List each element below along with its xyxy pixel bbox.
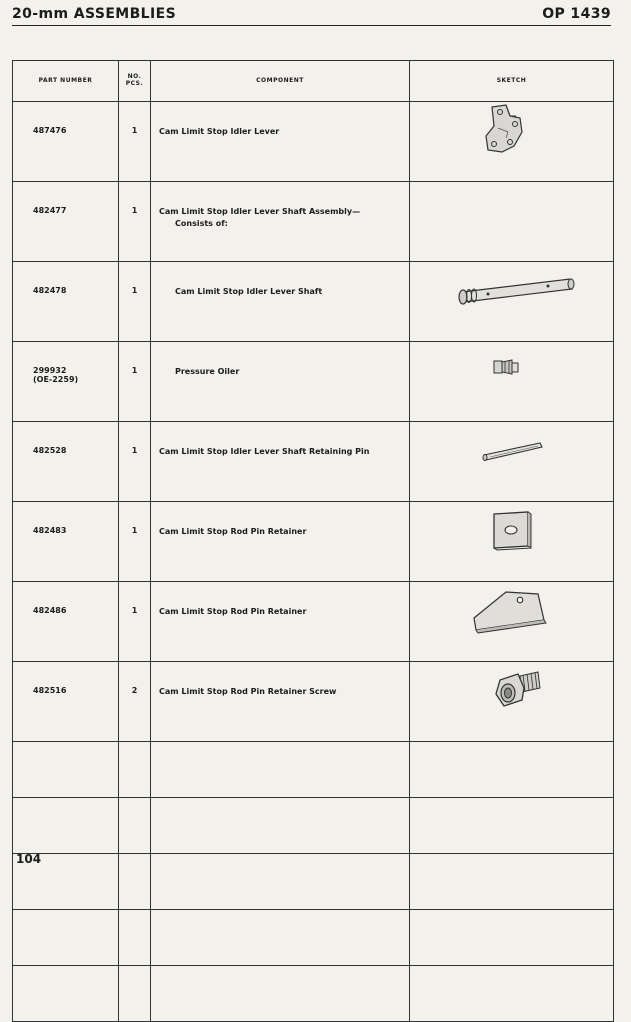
square-retainer-icon <box>410 502 614 557</box>
part-number: 482477 <box>13 182 119 262</box>
triangular-retainer-icon <box>410 582 614 637</box>
component-name: Cam Limit Stop Idler Lever Shaft <box>151 262 410 342</box>
table-row <box>13 102 614 182</box>
pressure-oiler-icon <box>410 342 614 397</box>
quantity: 2 <box>119 662 151 742</box>
table-header-row <box>13 61 614 102</box>
table-row <box>13 582 614 662</box>
table-row <box>13 662 614 742</box>
empty-row <box>13 910 614 966</box>
quantity: 1 <box>119 182 151 262</box>
col-header-pcs: PCS. <box>125 80 144 87</box>
component-name: Cam Limit Stop Idler Lever Shaft Retaining Pin <box>151 422 410 502</box>
table-row <box>13 422 614 502</box>
page-number: 104 <box>16 852 42 866</box>
sketch-cell <box>410 422 614 502</box>
table-row <box>13 342 614 422</box>
page-title: 20-mm ASSEMBLIES <box>12 6 177 22</box>
table-row <box>13 182 614 262</box>
sketch-cell <box>410 262 614 342</box>
quantity: 1 <box>119 342 151 422</box>
quantity: 1 <box>119 502 151 582</box>
part-number: 482486 <box>13 582 119 662</box>
component-name: Cam Limit Stop Rod Pin Retainer Screw <box>151 662 410 742</box>
col-header-component: COMPONENT <box>151 61 410 102</box>
quantity: 1 <box>119 582 151 662</box>
quantity: 1 <box>119 262 151 342</box>
component-line-2: Consists of: <box>175 218 228 228</box>
quantity: 1 <box>119 422 151 502</box>
lever-shaft-icon <box>410 262 614 317</box>
component-name: Cam Limit Stop Idler Lever <box>151 102 410 182</box>
retainer-screw-icon <box>410 662 614 717</box>
part-number-line-1: 299932 <box>33 366 67 375</box>
component-line-1: Cam Limit Stop Idler Lever Shaft Assembly— <box>159 207 361 216</box>
sketch-cell <box>410 102 614 182</box>
empty-row <box>13 798 614 854</box>
col-header-no: NO. <box>127 73 142 81</box>
component-name: Cam Limit Stop Rod Pin Retainer <box>151 582 410 662</box>
component-name: Cam Limit Stop Rod Pin Retainer <box>151 502 410 582</box>
empty-row <box>13 966 614 1022</box>
sketch-cell <box>410 582 614 662</box>
sketch-cell <box>410 502 614 582</box>
part-number <box>13 342 119 422</box>
empty-row <box>13 742 614 798</box>
part-number: 482528 <box>13 422 119 502</box>
sketch-cell <box>410 662 614 742</box>
table-row <box>13 262 614 342</box>
component-name: Pressure Oiler <box>151 342 410 422</box>
part-number: 487476 <box>13 102 119 182</box>
col-header-no-pcs <box>119 61 151 102</box>
part-number: 482478 <box>13 262 119 342</box>
quantity: 1 <box>119 102 151 182</box>
col-header-part-number: PART NUMBER <box>13 61 119 102</box>
sketch-cell <box>410 182 614 262</box>
header-rule <box>12 25 611 26</box>
col-header-sketch: SKETCH <box>410 61 614 102</box>
sketch-cell <box>410 342 614 422</box>
retaining-pin-icon <box>410 422 614 477</box>
part-number: 482516 <box>13 662 119 742</box>
empty-row <box>13 854 614 910</box>
part-number-line-2: (OE-2259) <box>33 375 79 384</box>
idler-lever-icon <box>410 102 614 157</box>
component-name <box>151 182 410 262</box>
part-number: 482483 <box>13 502 119 582</box>
table-row <box>13 502 614 582</box>
op-number: OP 1439 <box>542 6 611 22</box>
